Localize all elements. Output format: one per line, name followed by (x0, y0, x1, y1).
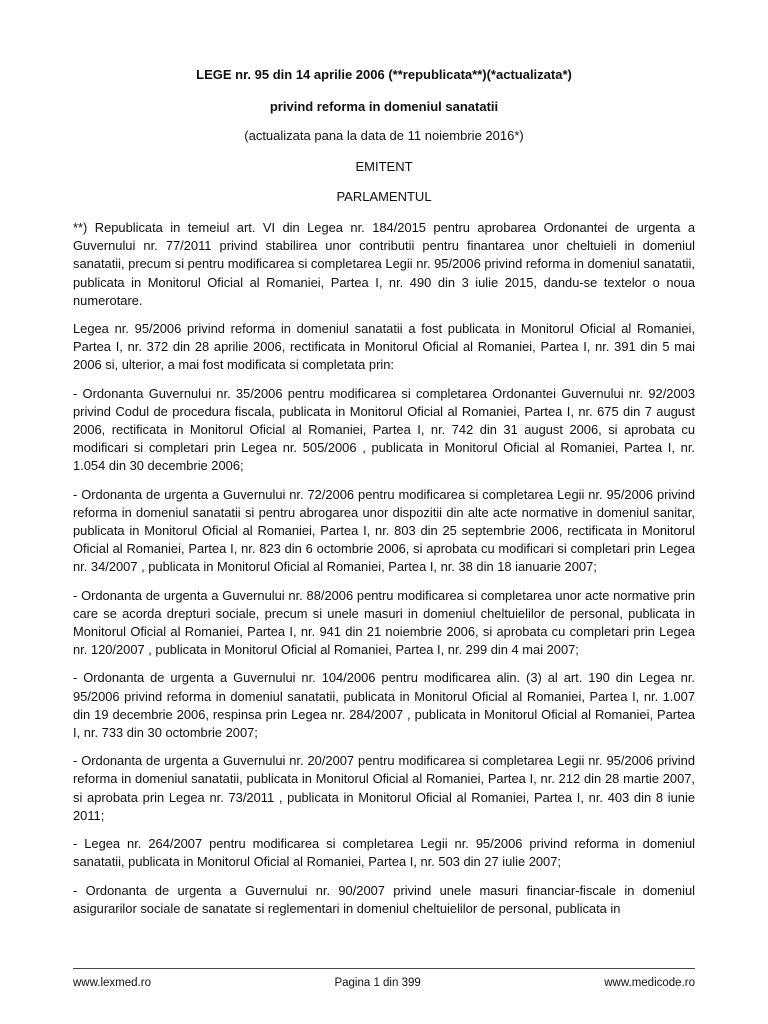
list-item: - Ordonanta de urgenta a Guvernului nr. 20/2007 pentru modificarea si completarea Legii nr. 95/2006 privind reforma in domeniul sanatatii, publicata in Monitorul Oficial al Romaniei, Partea I, nr. 212 din 28 martie 2007, si aprobata prin Legea nr. 73/2011 , publicata in Monitorul Oficial al Romaniei, Partea I, nr. 403 din 8 iunie 2011; (73, 753, 695, 823)
updated-note: (actualizata pana la data de 11 noiembrie 2016*) (244, 128, 524, 143)
document-title: LEGE nr. 95 din 14 aprilie 2006 (**republicata**)(*actualizata*) (196, 67, 572, 82)
document-page (73, 66, 695, 966)
list-item: - Ordonanta de urgenta a Guvernului nr. 104/2006 pentru modificarea alin. (3) al art. 190 din Legea nr. 95/2006 privind reforma in domeniul sanatatii, publicata in Monitorul Oficial al Romaniei, Partea I, nr. 1.007 din 19 decembrie 2006, respinsa prin Legea nr. 284/2007 , publicata in Monitorul Oficial al Romaniei, Partea I, nr. 733 din 30 octombrie 2007; (73, 670, 695, 741)
list-item: - Ordonanta de urgenta a Guvernului nr. 88/2006 pentru modificarea si completarea unor acte normative prin care se acorda drepturi sociale, precum si unele masuri in domeniul cheltuielilor de personal, publicata in Monitorul Oficial al Romaniei, Partea I, nr. 941 din 21 noiembrie 2006, si aprobata cu completari prin Legea nr. 120/2007 , publicata in Monitorul Oficial al Romaniei, Partea I, nr. 299 din 4 mai 2007; (73, 587, 695, 658)
footer-left-link[interactable]: www.lexmed.ro (73, 977, 151, 989)
list-item: - Legea nr. 264/2007 pentru modificarea si completarea Legii nr. 95/2006 privind reforma in domeniul sanatatii, publicata in Monitorul Oficial al Romaniei, Partea I, nr. 503 din 27 iulie 2007; (73, 836, 695, 870)
list-item: - Ordonanta Guvernului nr. 35/2006 pentru modificarea si completarea Ordonantei Guvernului nr. 92/2003 privind Codul de procedura fiscala, publicata in Monitorul Oficial al Romaniei, Partea I, nr. 675 din 7 august 2006, rectificata in Monitorul Oficial al Romaniei, Partea I, nr. 742 din 31 august 2006, si aprobata cu modificari si completari prin Legea nr. 505/2006 , publicata in Monitorul Oficial al Romaniei, Partea I, nr. 1.054 din 30 decembrie 2006; (73, 385, 695, 474)
paragraph-republication-note: **) Republicata in temeiul art. VI din Legea nr. 184/2015 pentru aprobarea Ordonantei de urgenta a Guvernului nr. 77/2011 privind stabilirea unor contributii pentru finantarea unor cheltuieli in domeniul sanatatii, precum si pentru modificarea si completarea Legii nr. 95/2006 privind reforma in domeniul sanatatii, publicata in Monitorul Oficial al Romaniei, Partea I, nr. 490 din 3 iulie 2015, dandu-se textelor o noua numerotare. (73, 220, 695, 308)
paragraph-publication-history: Legea nr. 95/2006 privind reforma in domeniul sanatatii a fost publicata in Monitorul Oficial al Romaniei, Partea I, nr. 372 din 28 aprilie 2006, rectificata in Monitorul Oficial al Romaniei, Partea I, nr. 391 din 5 mai 2006 si, ulterior, a mai fost modificata si completata prin: (73, 321, 695, 373)
page-number: Pagina 1 din 399 (334, 977, 421, 989)
list-item: - Ordonanta de urgenta a Guvernului nr. 90/2007 privind unele masuri financiar-fiscale in domeniul asigurarilor sociale de sanatate si reglementari in domeniul cheltuielilor de personal, publicata in (73, 882, 695, 916)
document-body (73, 219, 695, 918)
page-footer (73, 968, 695, 990)
emitent-label: EMITENT (355, 159, 413, 174)
document-subtitle: privind reforma in domeniul sanatatii (269, 99, 499, 114)
footer-right-link[interactable]: www.medicode.ro (604, 977, 695, 989)
list-item: - Ordonanta de urgenta a Guvernului nr. 72/2006 pentru modificarea si completarea Legii nr. 95/2006 privind reforma in domeniul sanatatii si pentru abrogarea unor dispozitii din alte acte normative in domeniul sanitar, publicata in Monitorul Oficial al Romaniei, Partea I, nr. 803 din 25 septembrie 2006, rectificata in Monitorul Oficial al Romaniei, Partea I, nr. 823 din 6 octombrie 2006, si aprobata cu modificari si completari prin Legea nr. 34/2007 , publicata in Monitorul Oficial al Romaniei, Partea I, nr. 38 din 18 ianuarie 2007; (73, 486, 695, 575)
emitent-value: PARLAMENTUL (336, 189, 432, 204)
